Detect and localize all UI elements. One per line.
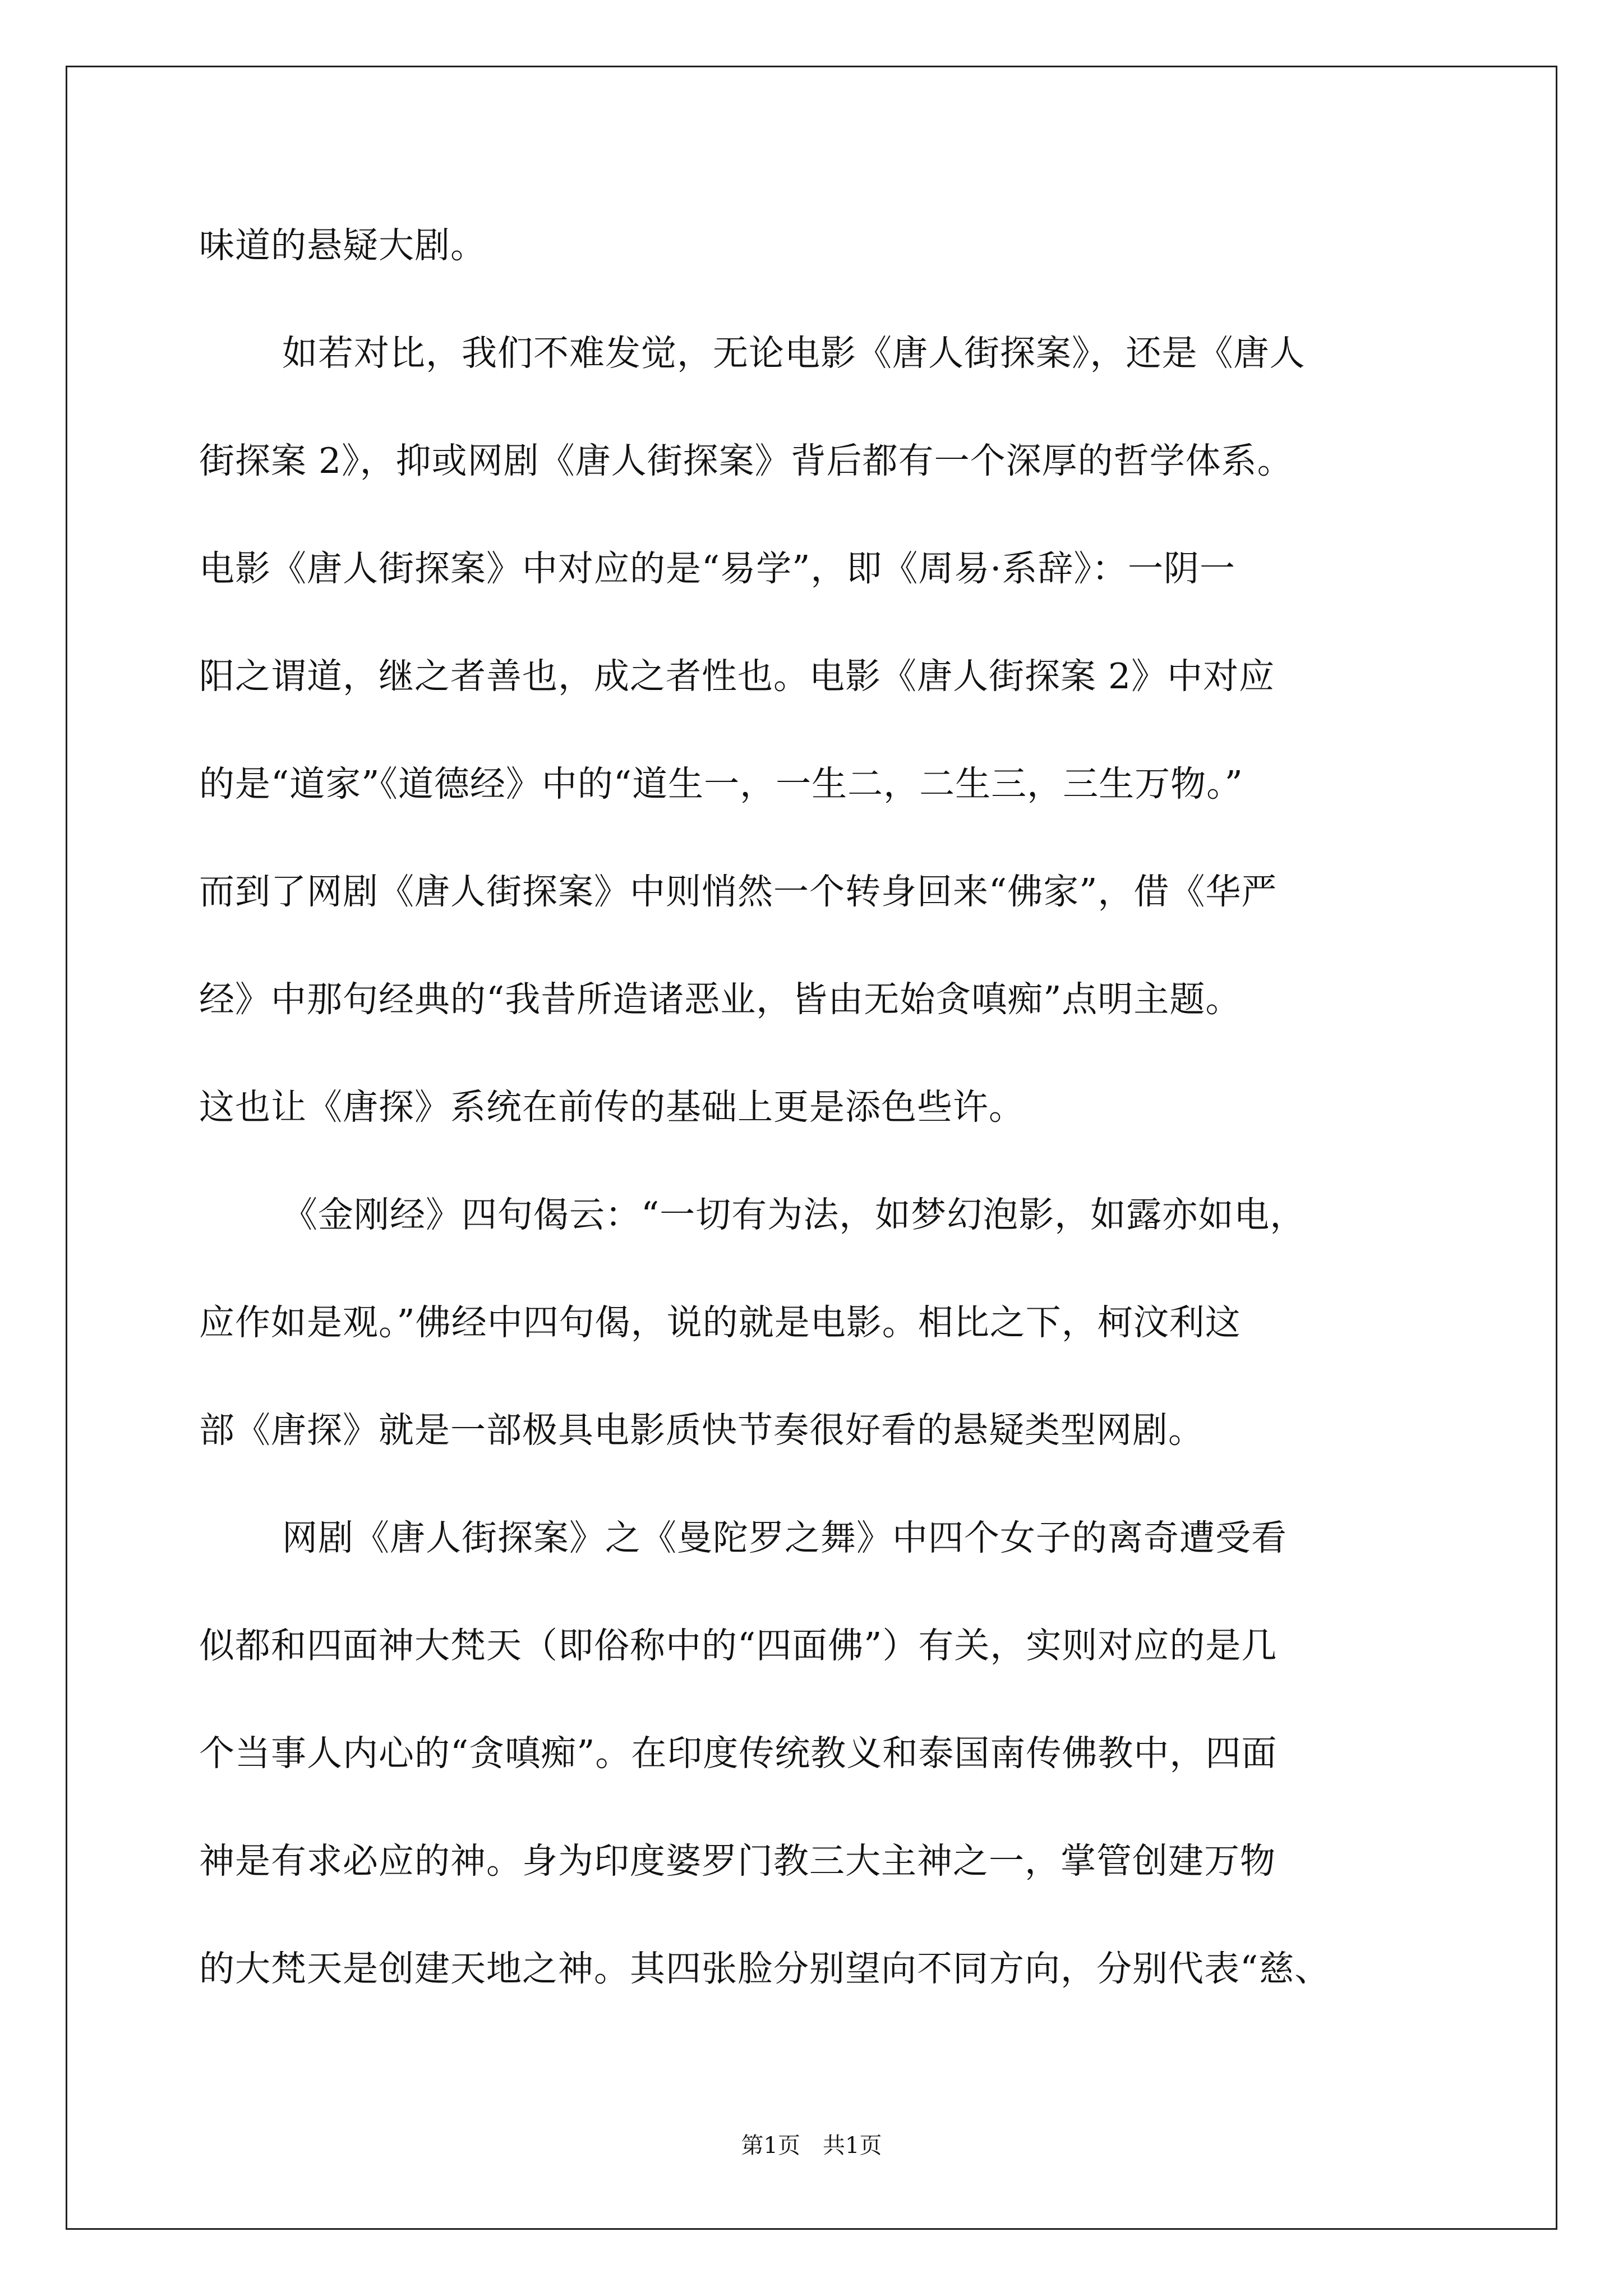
text-line: 而到了网剧《唐人街探案》中则悄然一个转身回来“佛家”，借《华严 [199, 871, 1278, 912]
text-line: 味道的悬疑大剧。 [199, 225, 486, 266]
text-line: 部《唐探》就是一部极具电影质快节奏很好看的悬疑类型网剧。 [199, 1410, 1204, 1451]
page-number-footer: 第1页 共1页 [741, 2133, 882, 2159]
text-line: 经》中那句经典的“我昔所造诸恶业，皆由无始贪嗔痴”点明主题。 [199, 979, 1242, 1020]
page-border [66, 66, 1557, 2230]
text-line: 神是有求必应的神。身为印度婆罗门教三大主神之一，掌管创建万物 [199, 1841, 1276, 1881]
text-line: 应作如是观。”佛经中四句偈，说的就是电影。相比之下，柯汶利这 [199, 1302, 1241, 1343]
paragraph-first-line: 《金刚经》四句偈云：“一切有为法，如梦幻泡影，如露亦如电， [282, 1194, 1306, 1235]
text-line: 街探案 2》，抑或网剧《唐人街探案》背后都有一个深厚的哲学体系。 [199, 440, 1293, 481]
text-line: 阳之谓道，继之者善也，成之者性也。电影《唐人街探案 2》中对应 [199, 656, 1275, 697]
text-line: 似都和四面神大梵天（即俗称中的“四面佛”）有关，实则对应的是几 [199, 1625, 1278, 1666]
text-line: 的大梵天是创建天地之神。其四张脸分别望向不同方向，分别代表“慈、 [199, 1948, 1331, 1989]
text-line: 的是“道家”《道德经》中的“道生一，一生二，二生三，三生万物。” [199, 763, 1243, 804]
text-line: 个当事人内心的“贪嗔痴”。在印度传统教义和泰国南传佛教中，四面 [199, 1733, 1278, 1774]
text-line: 这也让《唐探》系统在前传的基础上更是添色些许。 [199, 1087, 1025, 1128]
text-line: 电影《唐人街探案》中对应的是“易学”，即《周易·系辞》：一阴一 [199, 548, 1235, 589]
paragraph-first-line: 如若对比，我们不难发觉，无论电影《唐人街探案》，还是《唐人 [282, 333, 1306, 374]
paragraph-first-line: 网剧《唐人街探案》之《曼陀罗之舞》中四个女子的离奇遭受看 [282, 1517, 1287, 1558]
